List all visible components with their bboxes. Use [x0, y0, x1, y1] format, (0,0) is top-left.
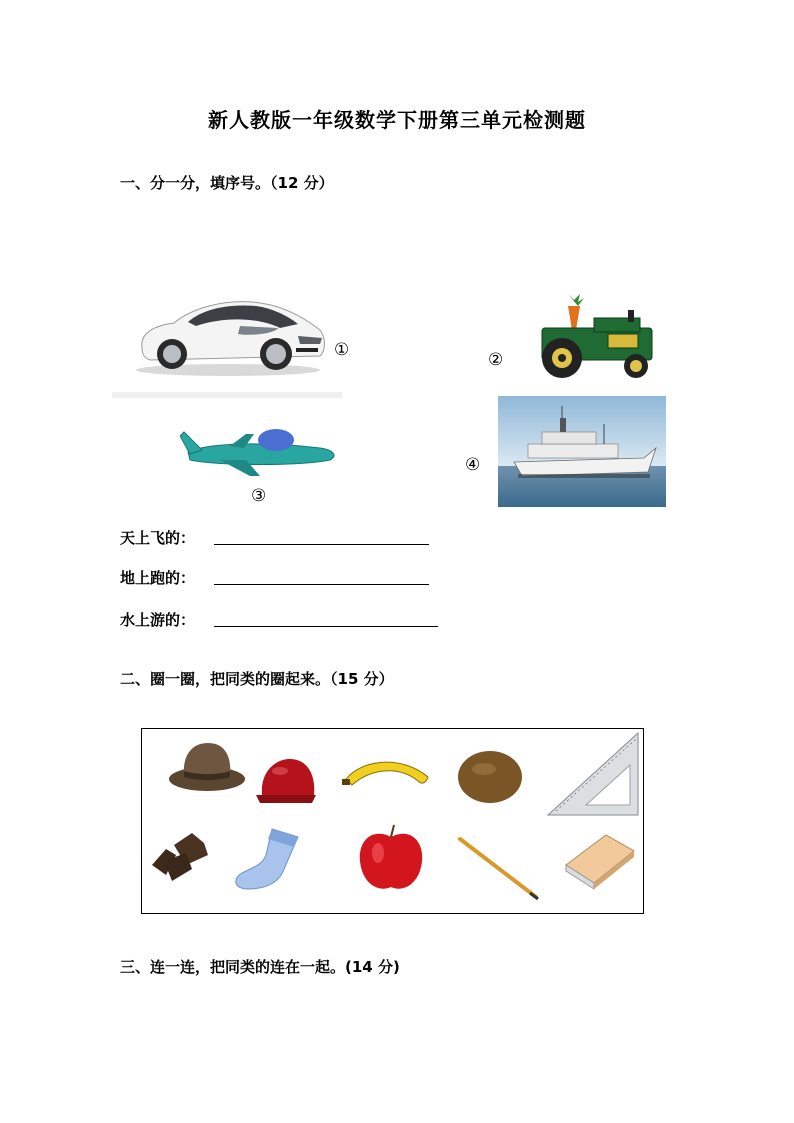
marker-1: ① — [334, 340, 350, 360]
airplane-image — [180, 422, 340, 478]
hat-image[interactable] — [166, 735, 248, 795]
answer-blank-land[interactable] — [214, 584, 429, 585]
page-title: 新人教版一年级数学下册第三单元检测题 — [208, 108, 586, 132]
image-caption-strip — [112, 392, 342, 398]
blank-label-land: 地上跑的： — [120, 569, 196, 587]
answer-blank-water[interactable] — [214, 626, 438, 627]
classification-picture-box — [141, 728, 644, 914]
blank-label-sky: 天上飞的： — [120, 529, 196, 547]
sock-image[interactable] — [228, 825, 312, 895]
section-2-heading: 二、圈一圈，把同类的圈起来。（15 分） — [120, 670, 394, 688]
marker-3: ③ — [251, 486, 267, 506]
tractor-image — [522, 292, 657, 380]
gloves-image[interactable] — [146, 825, 216, 887]
answer-blank-sky[interactable] — [214, 544, 429, 545]
kiwi-image[interactable] — [456, 747, 526, 807]
blank-label-water: 水上游的： — [120, 611, 196, 629]
car-image — [130, 290, 330, 378]
set-square-image[interactable] — [546, 731, 640, 817]
pencil-image[interactable] — [454, 833, 544, 903]
section-3-heading: 三、连一连，把同类的连在一起。(14 分) — [120, 958, 400, 976]
helmet-image[interactable] — [254, 755, 318, 807]
apple-image[interactable] — [356, 821, 426, 895]
ship-image — [498, 396, 666, 507]
section-1-heading: 一、分一分，填序号。（12 分） — [120, 174, 334, 192]
marker-2: ② — [488, 350, 504, 370]
banana-image[interactable] — [342, 749, 432, 793]
marker-4: ④ — [465, 455, 481, 475]
eraser-image[interactable] — [562, 825, 638, 891]
